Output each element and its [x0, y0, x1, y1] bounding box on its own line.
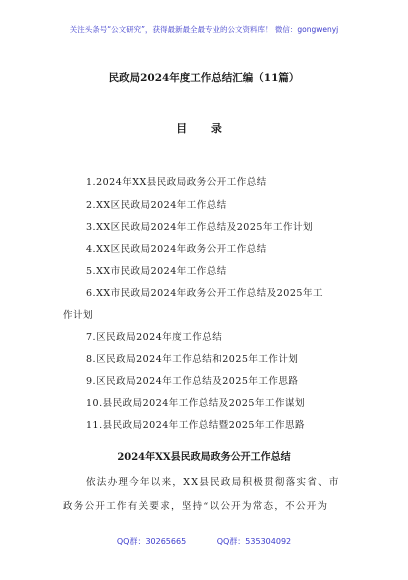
toc-item[interactable]: 2.XX区民政局2024年工作总结 [86, 200, 227, 211]
header-banner: 关注头条号“公文研究”，获得最新最全最专业的公文资料库！ 微信：gongwenyj [69, 25, 339, 34]
toc-item[interactable]: 1.2024年XX县民政局政务公开工作总结 [86, 177, 267, 188]
toc-item[interactable]: 11.县民政局2024年工作总结暨2025年工作思路 [86, 420, 305, 431]
paragraph-line: 政务公开工作有关要求，坚持“以公开为常态，不公开为 [63, 501, 329, 512]
paragraph-line: 依法办理今年以来，XX县民政局积极贯彻落实省、市 [86, 477, 340, 488]
toc-item[interactable]: 7.区民政局2024年度工作总结 [86, 332, 223, 343]
footer [0, 536, 408, 547]
toc-item[interactable]: 6.XX市民政局2024年政务公开工作总结及2025年工 [86, 288, 323, 299]
document-title: 民政局2024年度工作总结汇编（11篇） [108, 72, 300, 84]
toc-item[interactable]: 5.XX市民政局2024年工作总结 [86, 266, 227, 277]
toc-item[interactable]: 3.XX区民政局2024年工作总结及2025年工作计划 [86, 222, 313, 233]
toc-item[interactable]: 9.区民政局2024年工作总结及2025年工作思路 [86, 376, 299, 387]
toc-item[interactable]: 8.区民政局2024年工作总结和2025年工作计划 [86, 354, 299, 365]
section-title: 2024年XX县民政局政务公开工作总结 [117, 452, 291, 463]
footer-qq-group-2: QQ群：535304092 [216, 537, 292, 546]
toc-item[interactable]: 4.XX区民政局2024年政务公开工作总结 [86, 244, 267, 255]
toc-heading: 目 录 [176, 122, 232, 135]
toc-item-continuation[interactable]: 作计划 [63, 310, 94, 321]
toc-item[interactable]: 10.县民政局2024年工作总结及2025年工作谋划 [86, 398, 305, 409]
footer-qq-group-1: QQ群：30265665 [116, 537, 187, 546]
